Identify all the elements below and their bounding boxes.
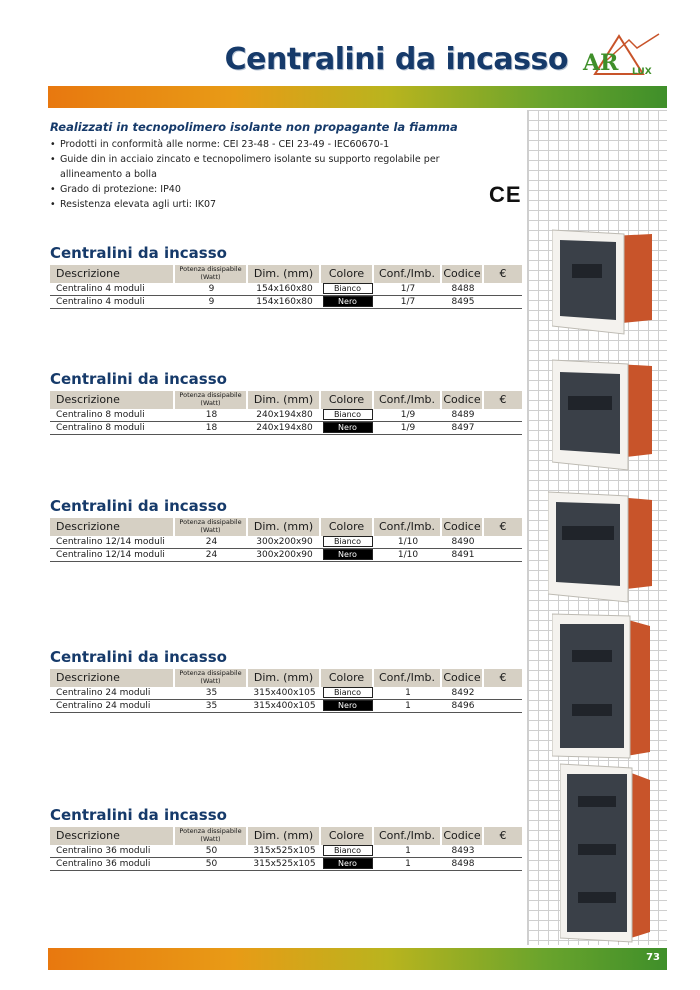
product-photo-24-moduli [552,612,652,760]
logo-letters: AR [583,50,619,76]
column-header: Colore [321,391,374,409]
column-header: Descrizione [50,827,175,845]
cell-potenza: 24 [205,550,218,560]
cell-conf: 1/9 [400,423,416,433]
product-photo-4-moduli [552,228,657,338]
feature-item: • Grado di protezione: IP40 [50,182,490,197]
cell-codice: 8489 [451,410,475,420]
cell-potenza: 35 [205,701,218,711]
intro-block [50,120,490,212]
column-header: Potenza dissipabile (Watt) [175,265,248,283]
column-header: Dim. (mm) [248,265,321,283]
cell-colore [321,858,374,870]
cell-colore [321,549,374,561]
cell-colore [321,409,374,421]
cell-codice: 8492 [451,688,475,698]
feature-item: • Resistenza elevata agli urti: IK07 [50,197,490,212]
cell-conf: 1/7 [400,297,416,307]
cell-dim: 315x400x105 [253,701,316,711]
footer-gradient-bar [48,948,667,970]
cell-codice: 8488 [451,284,475,294]
page-number: 73 [646,952,660,963]
column-header: Dim. (mm) [248,518,321,536]
column-header: Colore [321,265,374,283]
table-header [50,391,522,409]
cell-dim: 300x200x90 [256,550,313,560]
cell-descrizione: Centralino 24 moduli [56,688,151,698]
cell-potenza: 9 [208,297,215,307]
cell-potenza: 24 [205,537,218,547]
column-header: € [499,520,507,533]
column-header: Descrizione [50,518,175,536]
column-header: Colore [321,827,374,845]
cell-conf: 1 [405,859,411,869]
column-header: Dim. (mm) [248,669,321,687]
cell-conf: 1/9 [400,410,416,420]
header-gradient-bar [48,86,667,108]
table-row [50,687,522,700]
column-header: Potenza dissipabile (Watt) [175,827,248,845]
cell-colore [321,536,374,548]
column-header: Descrizione [50,391,175,409]
cell-colore [321,283,374,295]
section-title: Centralini da incasso [50,806,227,824]
column-header: Colore [321,669,374,687]
table-row [50,845,522,858]
page-title: Centralini da incasso [224,42,568,77]
cell-descrizione: Centralino 12/14 moduli [56,537,165,547]
table-header [50,265,522,283]
column-header: Dim. (mm) [248,391,321,409]
cell-potenza: 9 [208,284,215,294]
column-header: € [499,393,507,406]
cell-dim: 154x160x80 [256,284,313,294]
column-header: Potenza dissipabile (Watt) [175,391,248,409]
cell-descrizione: Centralino 8 moduli [56,410,145,420]
section-title: Centralini da incasso [50,244,227,262]
column-header: Dim. (mm) [248,827,321,845]
color-swatch: Nero [323,700,373,711]
cell-colore [321,296,374,308]
cell-dim: 240x194x80 [256,423,313,433]
cell-dim: 315x525x105 [253,846,316,856]
column-header: Descrizione [50,669,175,687]
color-swatch: Bianco [323,283,373,294]
cell-potenza: 50 [205,859,218,869]
table-row [50,296,522,309]
table-row [50,858,522,871]
cell-dim: 300x200x90 [256,537,313,547]
column-header: Conf./Imb. [374,669,442,687]
column-header: Descrizione [50,265,175,283]
column-header: Conf./Imb. [374,391,442,409]
intro-title: Realizzati in tecnopolimero isolante non propagante la fiamma [50,120,458,134]
cell-colore [321,687,374,699]
cell-codice: 8497 [451,423,475,433]
ce-mark: CE [489,182,522,207]
section-title: Centralini da incasso [50,497,227,515]
cell-dim: 315x525x105 [253,859,316,869]
cell-colore [321,422,374,434]
table-row [50,422,522,435]
cell-colore [321,845,374,857]
cell-codice: 8491 [451,550,475,560]
cell-conf: 1 [405,688,411,698]
table-header [50,518,522,536]
cell-codice: 8490 [451,537,475,547]
cell-descrizione: Centralino 4 moduli [56,297,145,307]
product-section [50,370,522,435]
cell-conf: 1/7 [400,284,416,294]
cell-potenza: 35 [205,688,218,698]
table-row [50,283,522,296]
product-photo-36-moduli [560,762,654,944]
cell-codice: 8496 [451,701,475,711]
cell-codice: 8495 [451,297,475,307]
column-header: € [499,829,507,842]
cell-potenza: 50 [205,846,218,856]
column-header: € [499,267,507,280]
cell-potenza: 18 [205,410,218,420]
cell-descrizione: Centralino 24 moduli [56,701,151,711]
feature-item: • Prodotti in conformità alle norme: CEI 23-48 - CEI 23-49 - IEC60670-1 [50,137,490,152]
color-swatch: Bianco [323,687,373,698]
color-swatch: Nero [323,422,373,433]
table-header [50,827,522,845]
column-header: Codice [442,518,484,536]
column-header: Conf./Imb. [374,265,442,283]
column-header: Potenza dissipabile (Watt) [175,518,248,536]
feature-list [50,137,490,212]
column-header: Codice [442,669,484,687]
section-title: Centralini da incasso [50,648,227,666]
cell-dim: 240x194x80 [256,410,313,420]
cell-potenza: 18 [205,423,218,433]
color-swatch: Bianco [323,536,373,547]
cell-descrizione: Centralino 4 moduli [56,284,145,294]
cell-conf: 1 [405,846,411,856]
table-header [50,669,522,687]
logo-text: LUX [632,67,652,77]
cell-codice: 8493 [451,846,475,856]
section-title: Centralini da incasso [50,370,227,388]
feature-item: • Guide din in acciaio zincato e tecnopolimero isolante su supporto regolabile per allineamento a bolla [50,152,490,182]
table-row [50,536,522,549]
product-section [50,806,522,871]
cell-codice: 8498 [451,859,475,869]
table-row [50,409,522,422]
table-row [50,549,522,562]
cell-dim: 315x400x105 [253,688,316,698]
arlux-logo [577,30,667,80]
cell-colore [321,700,374,712]
cell-conf: 1 [405,701,411,711]
table-row [50,700,522,713]
color-swatch: Bianco [323,845,373,856]
product-photo-12-14-moduli [548,490,658,605]
product-section [50,244,522,309]
column-header: Codice [442,391,484,409]
column-header: Potenza dissipabile (Watt) [175,669,248,687]
cell-conf: 1/10 [397,537,419,547]
column-header: Codice [442,827,484,845]
column-header: € [499,671,507,684]
column-header: Conf./Imb. [374,827,442,845]
product-photo-8-moduli [552,358,657,473]
cell-descrizione: Centralino 36 moduli [56,846,151,856]
cell-dim: 154x160x80 [256,297,313,307]
color-swatch: Nero [323,549,373,560]
color-swatch: Nero [323,858,373,869]
product-section [50,648,522,713]
column-header: Colore [321,518,374,536]
column-header: Conf./Imb. [374,518,442,536]
cell-descrizione: Centralino 36 moduli [56,859,151,869]
cell-descrizione: Centralino 12/14 moduli [56,550,165,560]
column-header: Codice [442,265,484,283]
color-swatch: Bianco [323,409,373,420]
product-section [50,497,522,562]
cell-conf: 1/10 [397,550,419,560]
cell-descrizione: Centralino 8 moduli [56,423,145,433]
color-swatch: Nero [323,296,373,307]
